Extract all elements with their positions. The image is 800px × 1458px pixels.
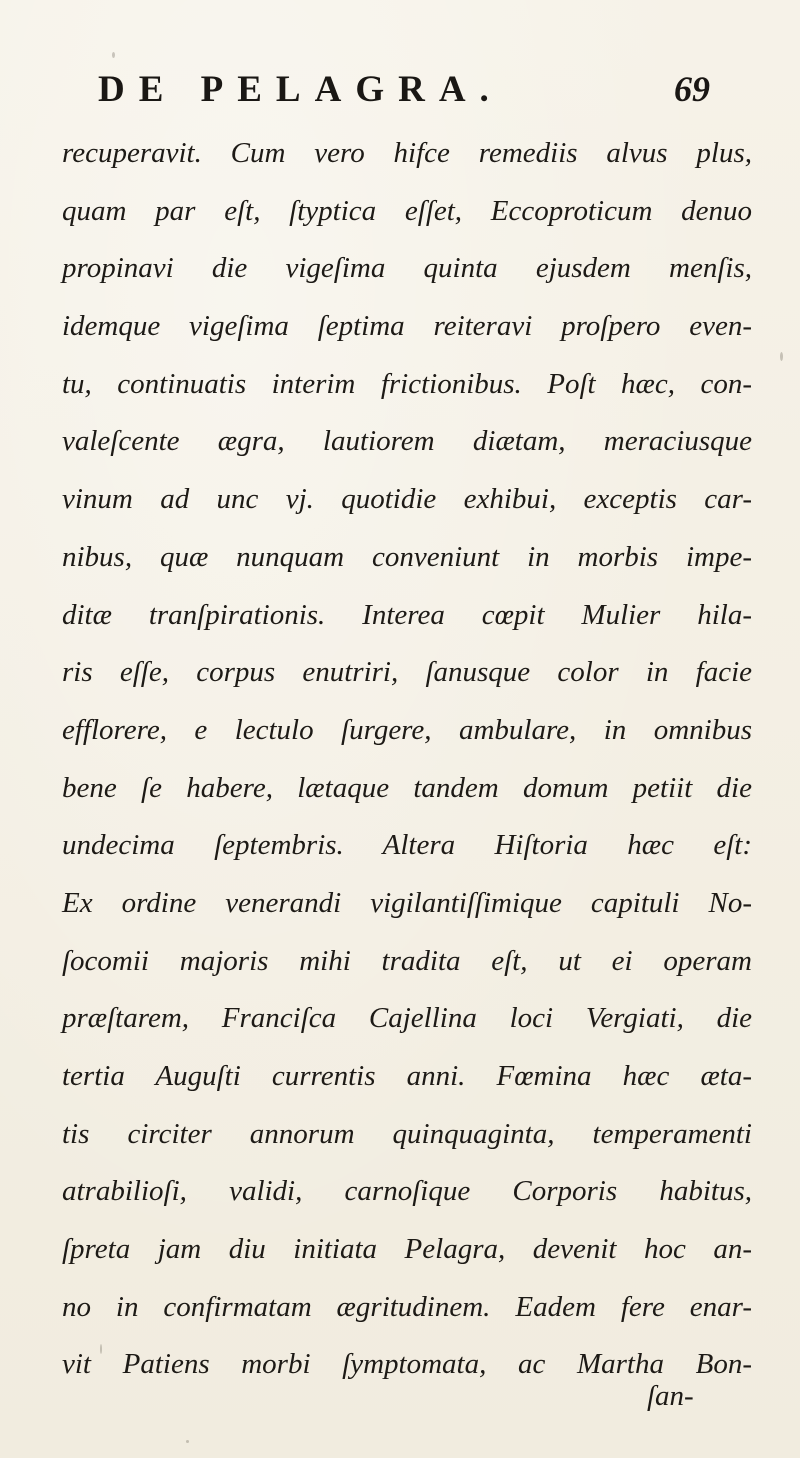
body-text xyxy=(62,125,752,1394)
paper-speck xyxy=(780,352,783,361)
running-title: DE PELAGRA. xyxy=(98,69,503,110)
text-line: idemque vigeſima ſeptima reiteravi proſpero even- xyxy=(62,310,752,343)
text-line: tu, continuatis interim frictionibus. Poſt hæc, con- xyxy=(62,367,752,400)
text-line: vinum ad unc vj. quotidie exhibui, exceptis car- xyxy=(62,483,752,516)
catchword: ſan- xyxy=(647,1380,694,1412)
text-line: efflorere, e lectulo ſurgere, ambulare, in omnibus xyxy=(62,713,752,746)
text-line: no in confirmatam ægritudinem. Eadem fere enar- xyxy=(62,1290,752,1323)
text-line: ſocomii majoris mihi tradita eſt, ut ei operam xyxy=(62,944,752,977)
running-head xyxy=(98,62,710,110)
text-line: atrabilioſi, validi, carnoſique Corporis habitus, xyxy=(62,1175,752,1208)
text-line: tis circiter annorum quinquaginta, temperamenti xyxy=(62,1117,752,1150)
text-line: bene ſe habere, lætaque tandem domum petiit die xyxy=(62,771,752,804)
text-line: Ex ordine venerandi vigilantiſſimique capituli No- xyxy=(62,886,752,919)
paper-speck xyxy=(186,1440,189,1443)
text-line: ſpreta jam diu initiata Pelagra, devenit hoc an- xyxy=(62,1233,752,1266)
page-number: 69 xyxy=(674,69,710,109)
text-line: vit Patiens morbi ſymptomata, ac Martha Bon- xyxy=(62,1348,752,1381)
text-line: nibus, quæ nunquam conveniunt in morbis impe- xyxy=(62,540,752,573)
text-line: propinavi die vigeſima quinta ejusdem menſis, xyxy=(62,252,752,285)
paper-speck xyxy=(100,1344,102,1354)
text-line: tertia Auguſti currentis anni. Fœmina hæc æta- xyxy=(62,1060,752,1092)
text-line: ris eſſe, corpus enutriri, ſanusque color in facie xyxy=(62,656,752,689)
text-line: recuperavit. Cum vero hifce remediis alvus plus, xyxy=(62,137,752,169)
text-line: valeſcente ægra, lautiorem diætam, meraciusque xyxy=(62,425,752,458)
text-line: præſtarem, Franciſca Cajellina loci Vergiati, die xyxy=(62,1002,752,1035)
text-line: quam par eſt, ſtyptica eſſet, Eccoproticum denuo xyxy=(62,194,752,227)
paper-speck xyxy=(112,52,115,58)
text-line: undecima ſeptembris. Altera Hiſtoria hæc eſt: xyxy=(62,829,752,862)
text-line: ditæ tranſpirationis. Interea cœpit Mulier hila- xyxy=(62,598,752,631)
